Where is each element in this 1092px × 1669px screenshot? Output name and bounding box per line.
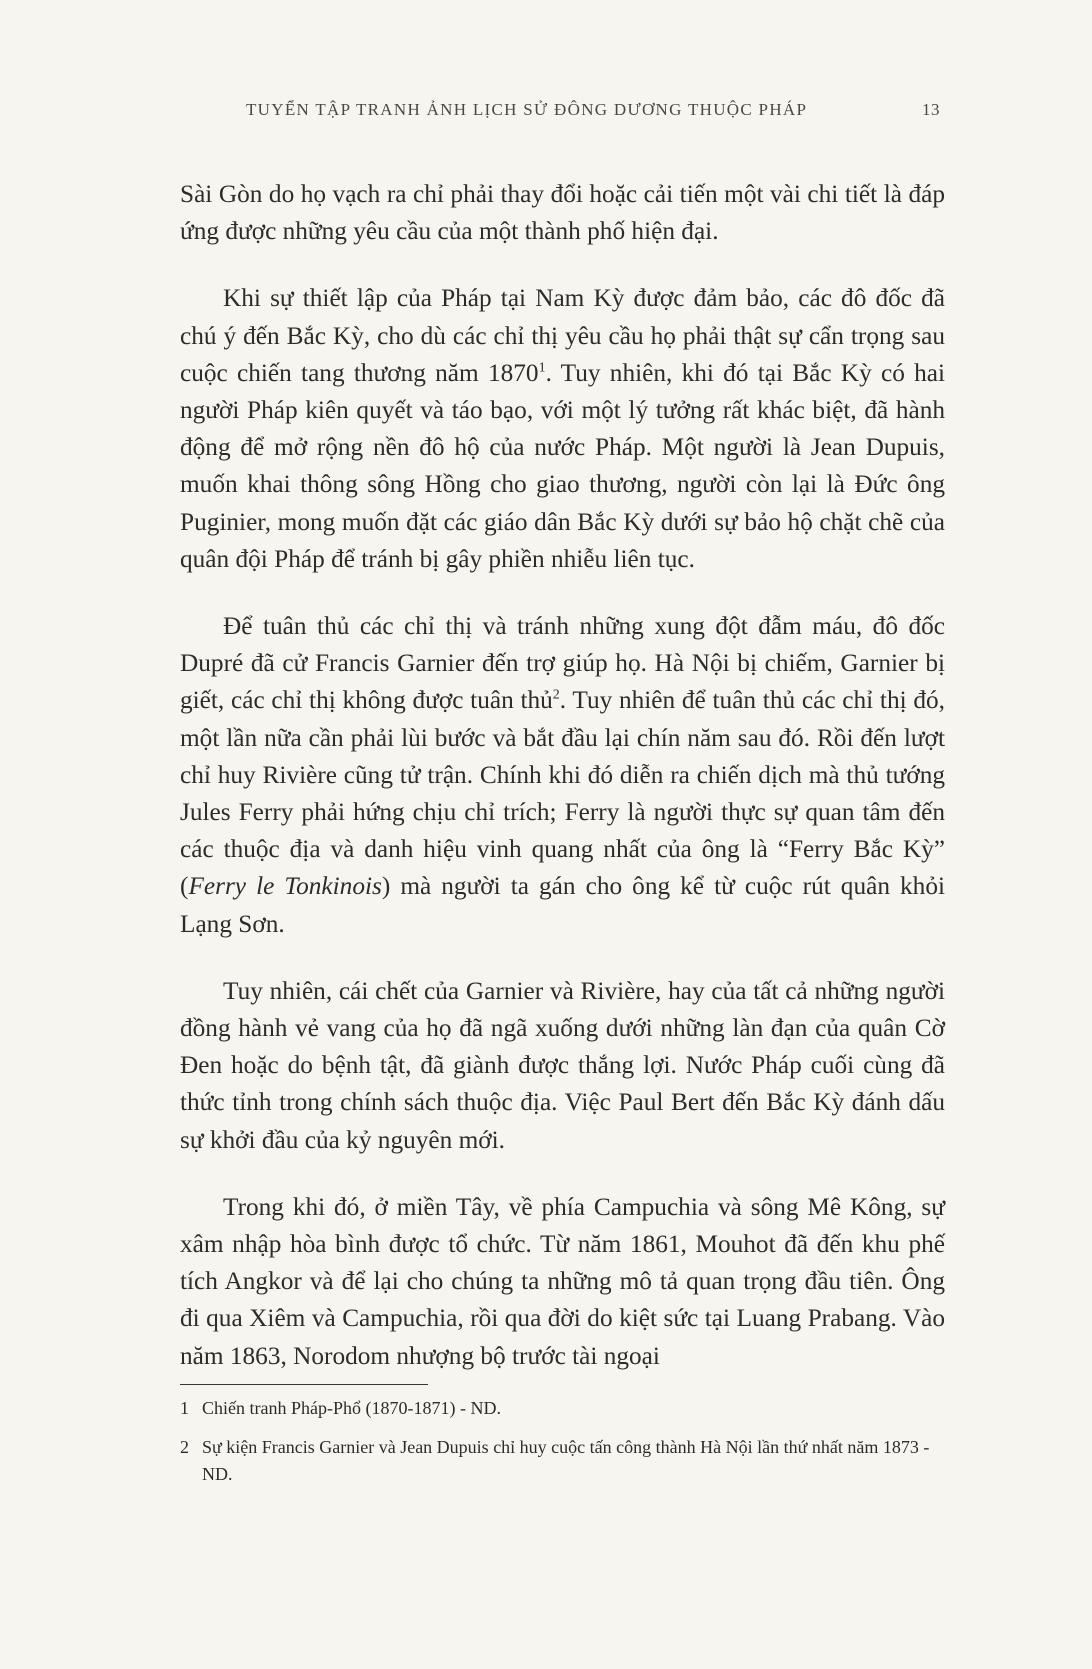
paragraph-3-text-a: Để tuân thủ các chỉ thị và tránh những xung đột đẫm máu, đô đốc Dupré đã cử Francis Garnier đến trợ giúp họ. Hà Nội bị chiếm, Garnier bị giết, các chỉ thị không được tuân thủ <box>180 612 945 715</box>
paragraph-2 <box>180 280 945 578</box>
paragraph-2-text-a: Khi sự thiết lập của Pháp tại Nam Kỳ được đảm bảo, các đô đốc đã chú ý đến Bắc Kỳ, cho dù các chỉ thị yêu cầu họ phải thật sự cẩn trọng sau cuộc chiến tang thương năm 1870 <box>180 284 945 387</box>
paragraph-3 <box>180 608 945 943</box>
page-number: 13 <box>922 100 940 119</box>
paragraph-4-text: Tuy nhiên, cái chết của Garnier và Rivière, hay của tất cả những người đồng hành vẻ vang của họ đã ngã xuống dưới những làn đạn của quân Cờ Đen hoặc do bệnh tật, đã giành được thắng lợi. Nước Pháp cuối cùng đã thức tỉnh trong chính sách thuộc địa. Việc Paul Bert đến Bắc Kỳ đánh dấu sự khởi đầu của kỷ nguyên mới. <box>180 976 945 1154</box>
paragraph-5 <box>180 1189 945 1375</box>
footnote-ref-1[interactable]: 1 <box>538 360 546 376</box>
footnote-number: 1 <box>180 1398 189 1418</box>
paragraph-3-text-c: ) mà người ta gán cho ông kể từ cuộc rút quân khỏi Lạng Sơn. <box>180 872 945 938</box>
running-header <box>180 100 950 130</box>
paragraph-5-text: Trong khi đó, ở miền Tây, về phía Campuchia và sông Mê Kông, sự xâm nhập hòa bình được tổ chức. Từ năm 1861, Mouhot đã đến khu phế tích Angkor và để lại cho chúng ta những mô tả quan trọng đầu tiên. Ông đi qua Xiêm và Campuchia, rồi qua đời do kiệt sức tại Luang Prabang. Vào năm 1863, Norodom nhượng bộ trước tài ngoại <box>180 1192 945 1370</box>
paragraph-3-italic: Ferry le Tonkinois <box>188 872 382 901</box>
footnote-number: 2 <box>180 1437 189 1457</box>
paragraph-2-text-b: . Tuy nhiên, khi đó tại Bắc Kỳ có hai người Pháp kiên quyết và táo bạo, với một lý tưởng rất khác biệt, đã hành động để mở rộng nền đô hộ của nước Pháp. Một người là Jean Dupuis, muốn khai thông sông Hồng cho giao thương, người còn lại là Đức ông Puginier, mong muốn đặt các giáo dân Bắc Kỳ dưới sự bảo hộ chặt chẽ của quân đội Pháp để tránh bị gây phiền nhiễu liên tục. <box>180 358 946 573</box>
footnote-1 <box>180 1395 945 1422</box>
footnote-text: Sự kiện Francis Garnier và Jean Dupuis chỉ huy cuộc tấn công thành Hà Nội lần thứ nhất năm 1873 - ND. <box>202 1437 930 1484</box>
footnote-divider <box>180 1384 428 1385</box>
paragraph-4 <box>180 973 945 1159</box>
footnote-2 <box>180 1434 945 1488</box>
footnotes <box>180 1395 945 1500</box>
paragraph-1 <box>180 176 945 250</box>
running-title: TUYỂN TẬP TRANH ẢNH LỊCH SỬ ĐÔNG DƯƠNG THUỘC PHÁP <box>246 100 808 119</box>
paragraph-1-text: Sài Gòn do họ vạch ra chỉ phải thay đổi hoặc cải tiến một vài chi tiết là đáp ứng được những yêu cầu của một thành phố hiện đại. <box>180 180 945 246</box>
body-text <box>180 176 945 1405</box>
footnote-ref-2[interactable]: 2 <box>552 688 560 704</box>
footnote-text: Chiến tranh Pháp-Phổ (1870-1871) - ND. <box>202 1398 501 1418</box>
paragraph-3-text-b: . Tuy nhiên để tuân thủ các chỉ thị đó, một lần nữa cần phải lùi bước và bắt đầu lại chín năm sau đó. Rồi đến lượt chỉ huy Rivière cũng tử trận. Chính khi đó diễn ra chiến dịch mà thủ tướng Jules Ferry phải hứng chịu chỉ trích; Ferry là người thực sự quan tâm đến các thuộc địa và danh hiệu vinh quang nhất của ông là “Ferry Bắc Kỳ” ( <box>180 686 945 901</box>
